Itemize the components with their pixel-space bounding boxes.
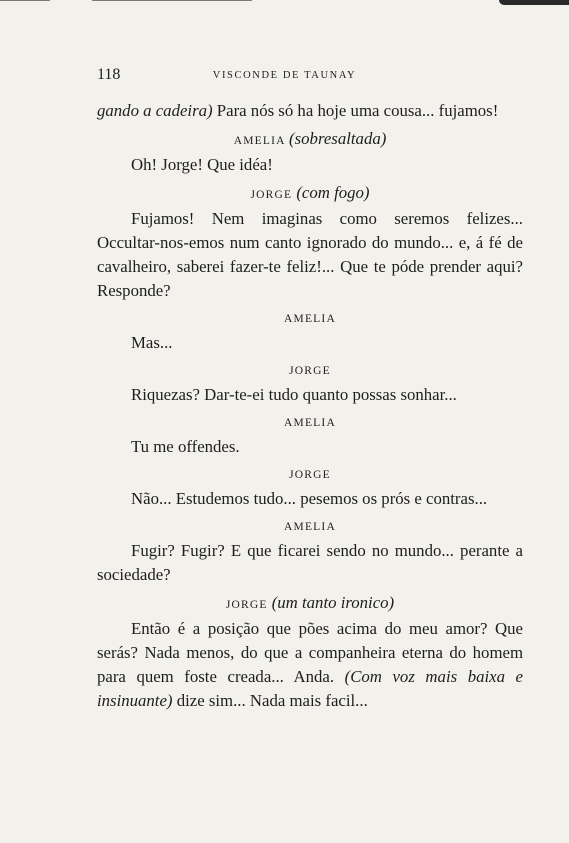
dialogue-text: Fujamos! Nem imaginas como seremos felizes... Occultar-nos-emos num canto ignorado do mundo... e, á fé de cavalheiro, saberei fazer-te feliz!... Que te póde prender aqui? Responde?: [97, 209, 523, 300]
speaker-heading: [97, 411, 523, 435]
stage-direction-text: (Com voz mais baixa e insinuante): [97, 667, 524, 710]
dialogue-paragraph: [97, 207, 523, 303]
running-head: VISCONDE DE TAUNAY: [212, 70, 357, 81]
page-number: 118: [97, 66, 121, 83]
speaker-name: JORGE: [250, 189, 293, 201]
dialogue-text: Então é a posição que pões acima do meu amor? Que serás? Nada menos, do que a companheira eterna do homem para quem foste creada... Anda.: [97, 619, 523, 686]
speaker-name: JORGE: [289, 469, 331, 481]
dialogue-paragraph: [97, 383, 523, 407]
dialogue-paragraph: [97, 487, 523, 511]
dialogue-text: Para nós só ha hoje uma cousa... fujamos!: [212, 101, 499, 120]
dialogue-paragraph: [97, 435, 523, 459]
stage-direction: (um tanto ironico): [271, 593, 395, 612]
speaker-name: AMELIA: [233, 135, 285, 147]
dialogue-paragraph: [97, 153, 523, 177]
dialogue-text: Não... Estudemos tudo... pesemos os prós e contras...: [131, 489, 488, 508]
stage-direction: (sobresaltada): [289, 129, 387, 148]
speaker-heading: [97, 181, 523, 207]
scan-edge-top-right: [499, 0, 569, 5]
speaker-heading: [97, 591, 523, 617]
page-text: [97, 99, 523, 717]
speaker-heading: [97, 127, 523, 153]
scan-rule-left: [0, 0, 50, 1]
speaker-heading: [97, 359, 523, 383]
scan-rule-middle: [92, 0, 252, 1]
speaker-heading: [97, 307, 523, 331]
stage-direction: (com fogo): [296, 183, 370, 202]
dialogue-text: Tu me offendes.: [131, 437, 240, 456]
dialogue-paragraph: [97, 99, 523, 123]
speaker-heading: [97, 463, 523, 487]
speaker-name: AMELIA: [284, 417, 336, 429]
dialogue-text: Fugir? Fugir? E que ficarei sendo no mundo... perante a sociedade?: [97, 541, 523, 584]
dialogue-paragraph: [97, 617, 523, 713]
dialogue-text: Oh! Jorge! Que idéa!: [131, 155, 273, 174]
speaker-name: JORGE: [289, 365, 331, 377]
stage-direction-text: gando a cadeira): [97, 101, 213, 120]
speaker-name: JORGE: [225, 599, 268, 611]
dialogue-paragraph: [97, 331, 523, 355]
dialogue-text: Riquezas? Dar-te-ei tudo quanto possas sonhar...: [131, 385, 457, 404]
speaker-name: AMELIA: [284, 313, 336, 325]
dialogue-text: dize sim... Nada mais facil...: [172, 691, 368, 710]
dialogue-text: Mas...: [131, 333, 173, 352]
speaker-heading: [97, 515, 523, 539]
speaker-name: AMELIA: [284, 521, 336, 533]
dialogue-paragraph: [97, 539, 523, 587]
